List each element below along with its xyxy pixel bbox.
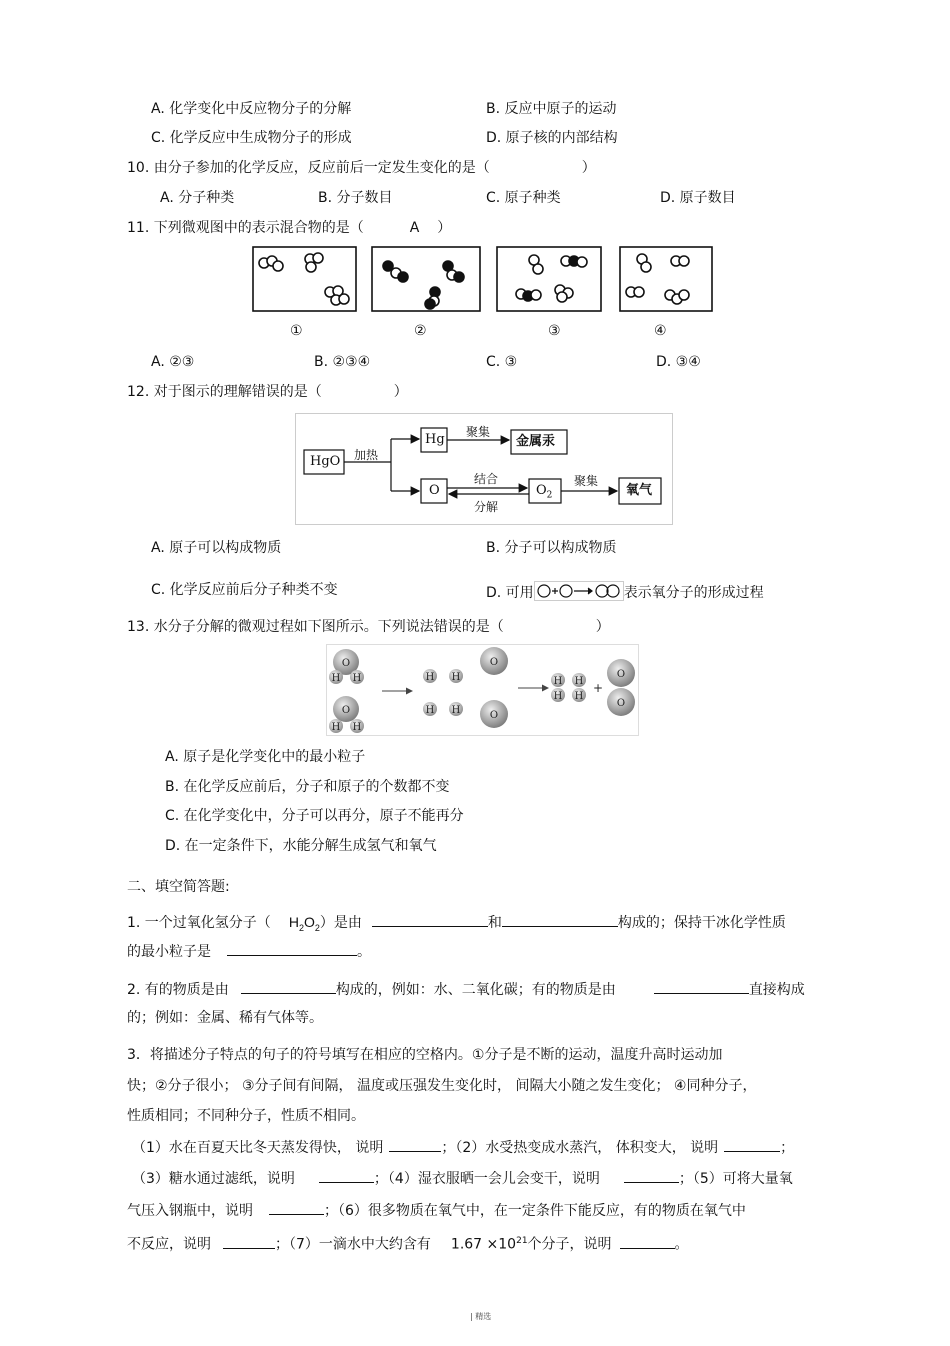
fill-q3-line2: 快；②分子很小； ③分子间有间隔， 温度或压强发生变化时， 间隔大小随之发生变化； ④同种分子，	[127, 1078, 757, 1094]
fill-q3-line5	[132, 1168, 793, 1188]
q10-option-a: A. 分子种类	[160, 190, 235, 206]
q11-option-a: A. ②③	[151, 354, 195, 370]
q10-close: ）	[581, 160, 596, 176]
fill-q1-text-e: 。	[357, 944, 371, 960]
q11-option-b: B. ②③④	[314, 354, 371, 370]
fill-q1-text-c: 构成的；保持干冰化学性质	[617, 915, 786, 931]
plus-sign: +	[592, 681, 604, 695]
q10-option-b: B. 分子数目	[318, 190, 393, 206]
fill-q3-blank-7[interactable]	[620, 1234, 675, 1249]
h2o2-formula	[288, 914, 320, 933]
fill-q3-blank-5[interactable]	[269, 1200, 324, 1215]
page-footer: | 精选	[470, 1312, 492, 1321]
q13-option-b: B. 在化学反应前后，分子和原子的个数都不变	[165, 779, 450, 795]
fill-q3-text-10: ；（7）一滴水中大约含有	[275, 1236, 431, 1253]
fill-q1-and: 和	[487, 915, 502, 931]
svg-text:H: H	[331, 673, 341, 684]
diagram-box-4	[620, 247, 712, 311]
gather-label-1: 聚集	[466, 425, 491, 439]
fill-q3-blank-4[interactable]	[624, 1168, 679, 1183]
svg-text:H: H	[425, 672, 435, 683]
q11-stem	[127, 219, 451, 237]
fill-q3-text-1: （1）水在百夏天比冬天蒸发得快， 说明	[132, 1140, 384, 1156]
svg-text:H: H	[425, 705, 435, 716]
svg-text:H: H	[574, 691, 584, 702]
o2-box	[536, 482, 552, 505]
q10-option-c: C. 原子种类	[486, 190, 561, 206]
fill-q1-text-d: 的最小粒子是	[127, 944, 211, 960]
q13-option-c: C. 在化学变化中，分子可以再分，原子不能再分	[165, 808, 464, 824]
svg-text:H: H	[574, 676, 584, 687]
o-atom-box: O	[429, 483, 440, 498]
svg-text:O: O	[489, 710, 499, 721]
fill-q3-text-8: ；（6）很多物质在氧气中，在一定条件下能反应，有的物质在氧气中	[324, 1203, 746, 1219]
fill-q3-text-2: ；（2）水受热变成水蒸汽， 体积变大， 说明	[441, 1140, 719, 1156]
q11-option-d: D. ③④	[656, 354, 701, 370]
svg-text:H: H	[553, 691, 563, 702]
q11-stem-text: 11. 下列微观图中的表示混合物的是（	[127, 220, 364, 236]
svg-text:O: O	[616, 669, 626, 680]
q11-label-1: ①	[290, 323, 303, 339]
mercury-box: 金属汞	[516, 434, 556, 449]
fill-q3-text-5: ；（4）湿衣服晒一会儿会变干，说明	[373, 1171, 600, 1187]
diagram-box-3	[497, 247, 601, 311]
svg-text:H: H	[352, 722, 362, 733]
fill-q1-blank-2[interactable]	[502, 912, 618, 927]
fill-q2-text-b: 构成的，例如：水、二氧化碳；有的物质是由	[335, 982, 616, 998]
q12-option-d	[486, 581, 764, 602]
fill-q1-text-b: ）是由	[319, 915, 362, 931]
q12-option-b: B. 分子可以构成物质	[486, 540, 617, 556]
fill-q2-text-a: 2. 有的物质是由	[127, 982, 229, 998]
water1-o-label: O	[341, 658, 351, 669]
q12-option-d-pre: D. 可用	[486, 585, 534, 601]
q13-option-d: D. 在一定条件下，水能分解生成氢气和氧气	[165, 838, 437, 854]
q12-option-d-post: 表示氧分子的形成过程	[623, 585, 764, 601]
fill-q3-line7	[127, 1232, 689, 1254]
fill-q1-blank-3[interactable]	[227, 941, 357, 956]
svg-text:O: O	[341, 705, 351, 716]
q11-close: ）	[437, 220, 452, 236]
fill-q2-text-c: 直接构成	[748, 982, 805, 998]
q11-micro-diagrams	[250, 244, 715, 316]
fill-q2-line2: 的；例如：金属、稀有气体等。	[127, 1010, 323, 1026]
q10-stem-text: 10. 由分子参加的化学反应，反应前后一定发生变化的是（	[127, 160, 490, 176]
svg-text:H: H	[553, 676, 563, 687]
h-symbol: H	[288, 914, 299, 930]
q9-option-a: A. 化学变化中反应物分子的分解	[151, 101, 352, 117]
svg-text:H: H	[331, 722, 341, 733]
q10-stem	[127, 159, 596, 177]
fill-q3-blank-1[interactable]	[389, 1137, 441, 1152]
fill-q3-line6	[127, 1200, 746, 1220]
h-subscript: 2	[298, 922, 304, 933]
svg-text:H: H	[451, 672, 461, 683]
q12-stem	[127, 383, 408, 401]
fill-q2-blank-2[interactable]	[654, 979, 749, 994]
fill-q3-text-9: 不反应，说明	[127, 1236, 211, 1253]
q10-option-d: D. 原子数目	[660, 190, 736, 206]
fill-q3-text-12: 。	[674, 1236, 689, 1253]
fill-q3-blank-2[interactable]	[724, 1137, 780, 1152]
fill-q1-line2	[127, 941, 371, 961]
oxygen-box: 氧气	[626, 483, 653, 498]
fill-q1-line1	[127, 912, 786, 937]
svg-text:O: O	[489, 657, 499, 668]
q11-label-2: ②	[414, 323, 427, 339]
q9-option-c: C. 化学反应中生成物分子的形成	[151, 130, 352, 146]
molecule-count-exponent: 21	[516, 1236, 528, 1246]
hgo-box: HgO	[310, 454, 341, 469]
q12-stem-text: 12. 对于图示的理解错误的是（	[127, 384, 322, 400]
hg-box: Hg	[425, 432, 445, 447]
q11-label-3: ③	[548, 323, 561, 339]
o2-subscript: 2	[546, 490, 553, 501]
q13-water-decomposition-diagram	[326, 644, 639, 736]
fill-q3-text-3: ；	[780, 1140, 795, 1156]
section2-title: 二、填空简答题:	[127, 879, 230, 895]
fill-q3-text-11: 个分子，说明	[527, 1236, 612, 1253]
decompose-label: 分解	[474, 500, 499, 514]
svg-text:H: H	[451, 705, 461, 716]
fill-q3-line1: 3．将描述分子特点的句子的符号填写在相应的空格内。①分子是不断的运动，温度升高时运动加	[127, 1047, 723, 1063]
o-subscript: 2	[314, 922, 320, 933]
fill-q2-line1	[127, 979, 805, 999]
q11-label-4: ④	[654, 323, 667, 339]
q11-answer: A	[409, 220, 420, 236]
q9-option-b: B. 反应中原子的运动	[486, 101, 617, 117]
q13-stem	[127, 618, 610, 636]
heat-label: 加热	[354, 448, 379, 462]
o2-symbol: O	[536, 483, 547, 498]
molecule-count-number: 1.67 ×10	[450, 1236, 517, 1253]
q12-flow-diagram	[295, 413, 673, 525]
q11-option-c: C. ③	[486, 354, 518, 370]
fill-q2-blank-1[interactable]	[241, 979, 336, 994]
fill-q3-text-6: ；（5）可将大量氧	[678, 1171, 793, 1187]
fill-q3-text-4: （3）糖水通过滤纸，说明	[132, 1171, 295, 1187]
fill-q1-text-a: 1. 一个过氧化氢分子（	[127, 915, 271, 931]
q13-close: ）	[595, 619, 610, 635]
q12-option-c: C. 化学反应前后分子种类不变	[151, 582, 338, 598]
gather-label-2: 聚集	[574, 474, 599, 488]
q9-option-d: D. 原子核的内部结构	[486, 130, 618, 146]
svg-text:O: O	[616, 698, 626, 709]
fill-q3-blank-3[interactable]	[319, 1168, 374, 1183]
fill-q3-blank-6[interactable]	[223, 1234, 275, 1249]
q13-stem-text: 13. 水分子分解的微观过程如下图所示。下列说法错误的是（	[127, 619, 504, 635]
q13-option-a: A. 原子是化学变化中的最小粒子	[165, 749, 366, 765]
q12-close: ）	[393, 384, 408, 400]
q12-option-a: A. 原子可以构成物质	[151, 540, 282, 556]
fill-q3-text-7: 气压入钢瓶中，说明	[127, 1203, 253, 1219]
fill-q3-line3: 性质相同；不同种分子，性质不相同。	[127, 1108, 365, 1124]
fill-q1-blank-1[interactable]	[372, 912, 488, 927]
fill-q3-line4	[132, 1137, 794, 1157]
combine-label: 结合	[474, 472, 499, 486]
o2-formation-icon	[534, 581, 624, 601]
svg-text:H: H	[352, 673, 362, 684]
o-symbol: O	[303, 914, 315, 930]
